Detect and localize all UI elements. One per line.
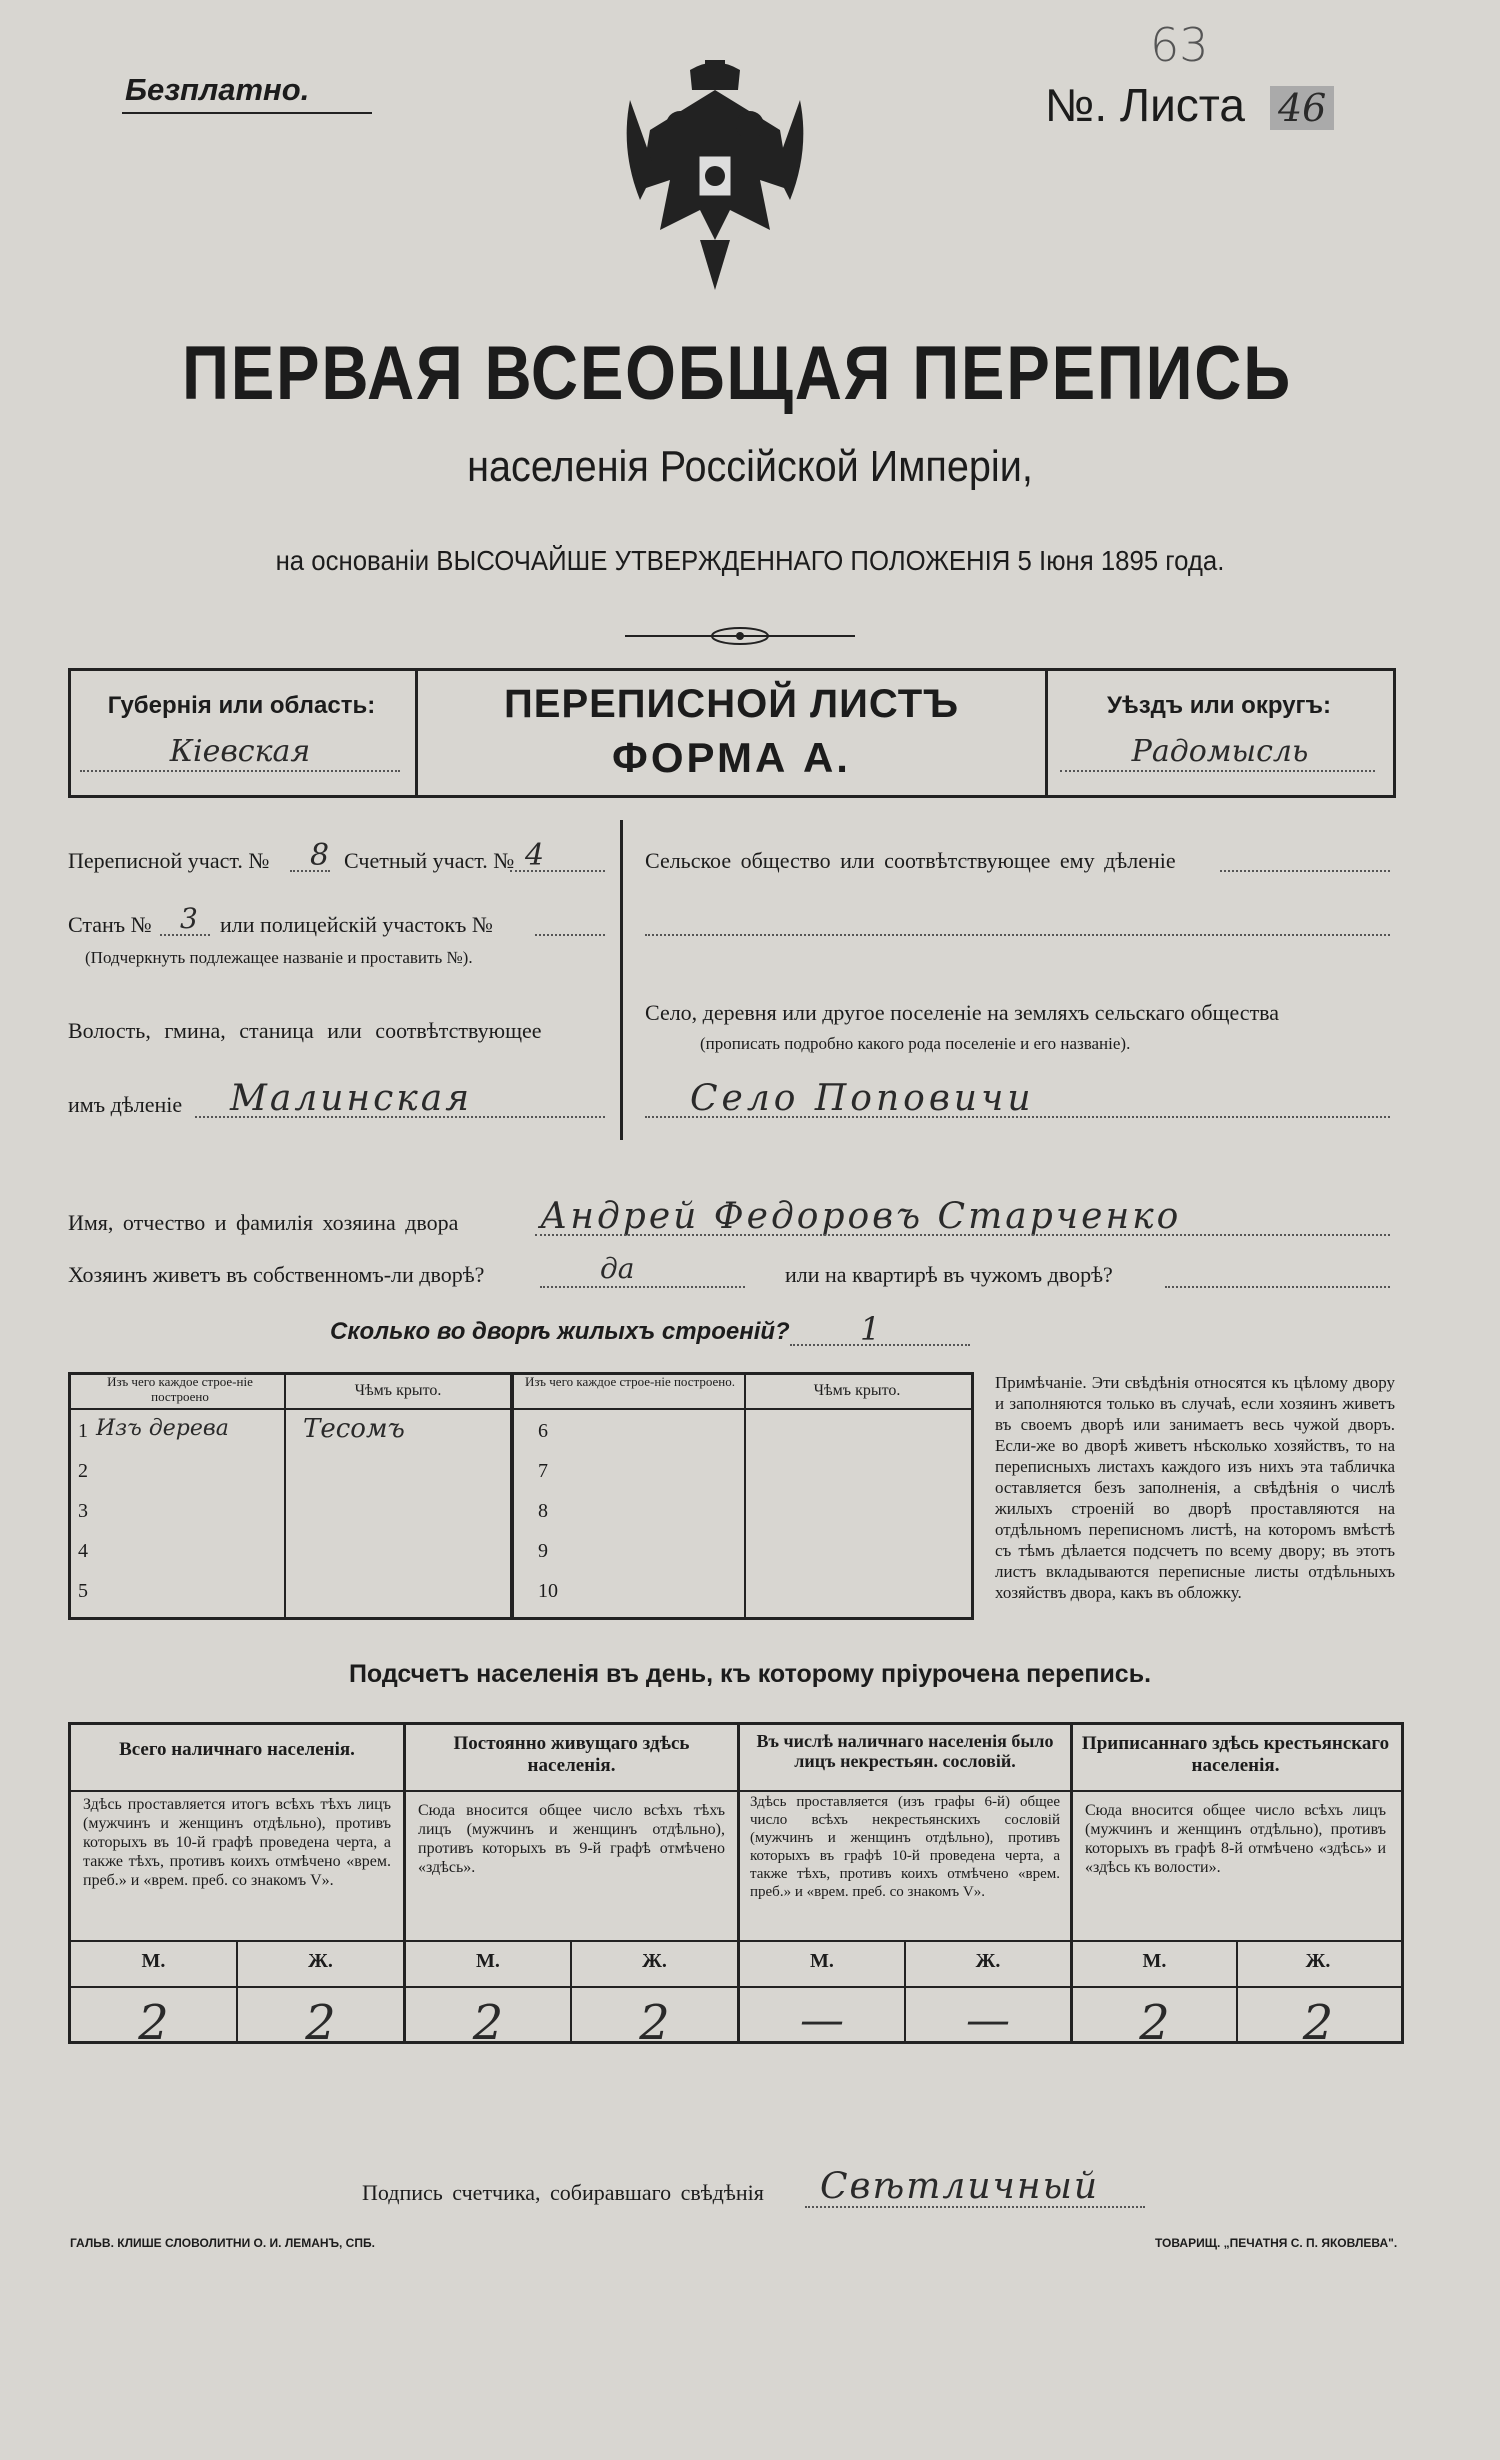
- count-group-4: [1073, 1725, 1398, 1889]
- count-zh-value-1: 2: [305, 1995, 336, 2051]
- gubernia-label: Губернія или область:: [107, 692, 376, 719]
- bt-row-number: 9: [538, 1540, 548, 1562]
- count-group-2: [406, 1725, 737, 1889]
- count-desc: Здѣсь проставляется итогъ всѣхъ тѣхъ лицъ (мужчинъ и женщинъ отдѣльно), противъ которыхъ въ 10-й графѣ проведена черта, а также тѣхъ, противъ коихъ отмѣчено «врем. преб.» и «врем. преб. со знакомъ V».: [83, 1796, 391, 1889]
- printer-right: ТОВАРИЩ. „ПЕЧАТНЯ С. П. ЯКОВЛЕВА".: [1155, 2236, 1398, 2250]
- count-head: Всего наличнаго населенія.: [119, 1739, 355, 1760]
- count-title: Подсчетъ населенія въ день, къ которому пріурочена перепись.: [348, 1660, 1152, 1688]
- village-label: Село, деревня или другое поселеніе на земляхъ сельскаго общества: [645, 1000, 1280, 1025]
- bt-row-1: [68, 1412, 510, 1452]
- bt-col4-header: Чѣмъ крыто.: [813, 1382, 901, 1399]
- schetny-uchastok-label: Счетный участ. №: [344, 848, 515, 873]
- bt-row-number: 3: [78, 1500, 88, 1522]
- perepis-uchastok-value: 8: [310, 838, 330, 873]
- count-m-label-3: М.: [810, 1950, 834, 1972]
- society-label: Сельское общество или соотвѣтствующее ему дѣленіе: [645, 848, 1176, 873]
- count-zh-value-3: —: [966, 1995, 1010, 2046]
- stan-value: 3: [180, 902, 198, 935]
- count-zh-label-3: Ж.: [975, 1950, 1001, 1972]
- village-value: Село Поповичи: [690, 1078, 1035, 1119]
- count-m-value-3: —: [800, 1995, 844, 2046]
- owner-name-label: Имя, отчество и фамилія хозяина двора: [68, 1210, 459, 1235]
- bt-roof: Тесомъ: [303, 1414, 405, 1444]
- form-name: ФОРМА А.: [612, 734, 851, 781]
- bt-col1-header: Изъ чего каждое строе-ніе построено: [107, 1374, 253, 1404]
- bt-row-number: 1: [78, 1420, 88, 1442]
- bt-material: Изъ дерева: [96, 1416, 229, 1441]
- count-m-value-1: 2: [138, 1995, 169, 2051]
- stan-label: Станъ №: [68, 912, 152, 937]
- sheet-number-label: №. Листа: [1045, 79, 1245, 131]
- count-m-label-4: М.: [1142, 1950, 1167, 1972]
- count-m-value-2: 2: [472, 1995, 504, 2051]
- count-zh-label-2: Ж.: [642, 1950, 667, 1972]
- count-head: Приписаннаго здѣсь крестьянскаго населенія.: [1081, 1733, 1390, 1776]
- bt-col2-header: Чѣмъ крыто.: [354, 1382, 442, 1399]
- count-group-1: [71, 1725, 403, 1896]
- signature-label: Подпись счетчика, собиравшаго свѣдѣнія: [362, 2180, 764, 2205]
- count-desc: Здѣсь проставляется (изъ графы 6-й) общее число всѣхъ некрестьянскихъ сословій (мужчинъ и женщинъ отдѣльно), противъ которыхъ въ графѣ 10-й проведена черта, а также тѣхъ, противъ коихъ отмѣчено «врем. преб.» и «врем. преб. со знакомъ V».: [750, 1794, 1060, 1900]
- count-m-value-4: 2: [1139, 1995, 1170, 2051]
- bt-col3-header: Изъ чего каждое строе-ніе построено.: [525, 1374, 735, 1389]
- count-zh-label-1: Ж.: [308, 1950, 333, 1972]
- bt-row-number: 10: [538, 1580, 558, 1602]
- signature-value: Свѣтличный: [820, 2166, 1100, 2207]
- count-m-label-2: М.: [476, 1950, 500, 1972]
- owner-name-value: Андрей Федоровъ Старченко: [540, 1196, 1182, 1237]
- bt-row-number: 7: [538, 1460, 548, 1482]
- volost-value: Малинская: [230, 1078, 473, 1119]
- count-head: Постоянно живущаго здѣсь населенія.: [453, 1733, 690, 1776]
- legal-basis: на основаніи ВЫСОЧАЙШЕ УТВЕРЖДЕННАГО ПОЛОЖЕНІЯ 5 Іюня 1895 года.: [275, 545, 1225, 576]
- count-zh-label-4: Ж.: [1305, 1950, 1331, 1972]
- ornament-divider: [625, 625, 855, 647]
- page-title: ПЕРВАЯ ВСЕОБЩАЯ ПЕРЕПИСЬ: [182, 331, 1292, 416]
- note-text: Примѣчаніе. Эти свѣдѣнія относятся къ цѣлому двору и заполняются только въ случаѣ, если хозяинъ живетъ въ своемъ дворѣ или занимаетъ весь чужой дворъ. Если-же во дворѣ живетъ нѣсколько хозяйствъ, то на переписныхъ листахъ каждого изъ нихъ эта табличка оставляется безъ заполненія, а свѣдѣнія о числѣ жилыхъ строеній во дворѣ проставляются на отдѣльномъ переписномъ листѣ, на которомъ вмѣстѣ съ тѣмъ дѣлается подсчетъ по всему двору; въ этотъ листъ вкладываются переписные листы отдѣльныхъ хозяйствъ двора, какъ въ обложку.: [995, 1373, 1395, 1602]
- double-headed-eagle-emblem: [620, 60, 810, 300]
- free-label: Безплатно.: [125, 72, 310, 107]
- uezd-value: Радомысль: [1131, 734, 1309, 769]
- subtitle: населенія Россійской Имперіи,: [467, 442, 1033, 491]
- volost-label-2: имъ дѣленіе: [68, 1092, 183, 1117]
- count-head: Въ числѣ наличнаго населенія было лицъ некрестьян. сословій.: [756, 1731, 1054, 1771]
- schetny-uchastok-value: 4: [525, 838, 545, 873]
- form-title: ПЕРЕПИСНОЙ ЛИСТЪ: [504, 682, 959, 726]
- buildings-label: Сколько во дворѣ жилыхъ строеній?: [330, 1318, 790, 1345]
- sheet-number-value: 46: [1270, 86, 1334, 130]
- archive-mark: 63: [1150, 18, 1209, 72]
- count-group-3: [740, 1725, 1070, 1905]
- buildings-value: 1: [860, 1310, 881, 1348]
- stan-rest-label: или полицейскій участокъ №: [220, 912, 493, 937]
- bt-row-number: 4: [78, 1540, 88, 1562]
- volost-label: Волость, гмина, станица или соотвѣтствующее: [68, 1018, 542, 1043]
- village-hint: (прописать подробно какого рода поселеніе и его названіе).: [700, 1034, 1131, 1053]
- count-m-label-1: М.: [141, 1950, 166, 1972]
- rented-label: или на квартирѣ въ чужомъ дворѣ?: [785, 1262, 1113, 1287]
- count-zh-value-4: 2: [1302, 1995, 1334, 2051]
- perepis-uchastok-label: Переписной участ. №: [68, 848, 270, 873]
- underline-hint: (Подчеркнуть подлежащее названіе и проставить №).: [85, 948, 473, 967]
- bt-row-number: 2: [78, 1460, 88, 1482]
- bt-row-number: 5: [78, 1580, 88, 1602]
- printer-left: ГАЛЬВ. КЛИШЕ СЛОВОЛИТНИ О. И. ЛЕМАНЪ, СПБ.: [70, 2236, 375, 2250]
- bt-row-number: 6: [538, 1420, 548, 1442]
- uezd-label: Уѣздъ или округъ:: [1106, 692, 1332, 719]
- own-yard-value: да: [600, 1252, 635, 1285]
- count-desc: Сюда вносится общее число всѣхъ тѣхъ лицъ (мужчинъ и женщинъ отдѣльно), противъ которыхъ въ 9-й графѣ отмѣчено «здѣсь».: [418, 1802, 725, 1876]
- gubernia-value: Кіевская: [169, 734, 311, 769]
- count-desc: Сюда вносится общее число всѣхъ лицъ (мужчинъ и женщинъ отдѣльно), противъ которыхъ въ графѣ 8-й отмѣчено «здѣсь» и «здѣсь къ волости».: [1085, 1802, 1386, 1876]
- count-zh-value-2: 2: [639, 1995, 670, 2051]
- own-yard-label: Хозяинъ живетъ въ собственномъ-ли дворѣ?: [68, 1262, 485, 1287]
- bt-row-number: 8: [538, 1500, 548, 1522]
